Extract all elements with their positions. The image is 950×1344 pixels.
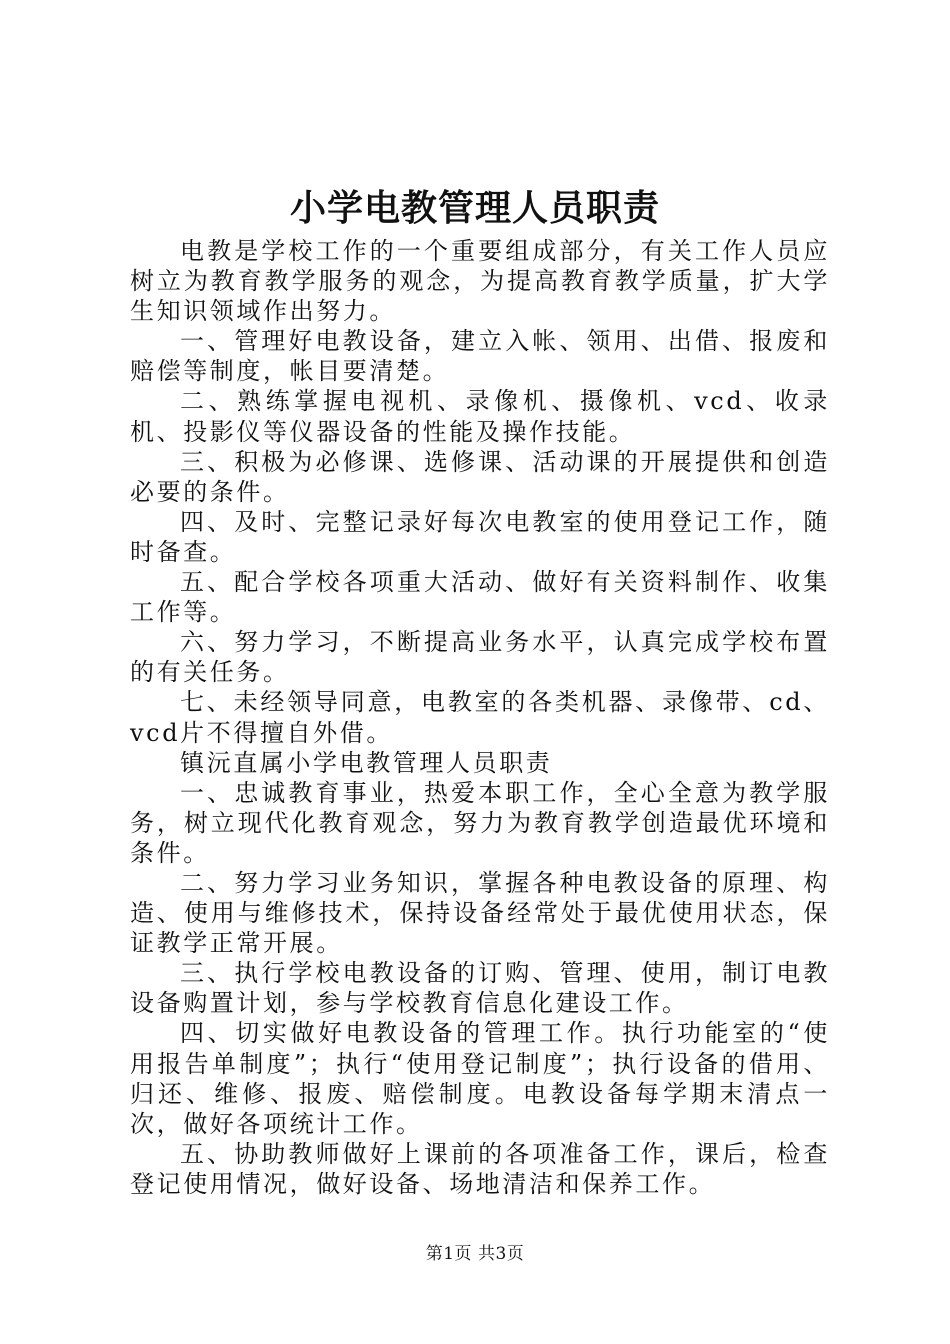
paragraph-intro: 电教是学校工作的一个重要组成部分，有关工作人员应树立为教育教学服务的观念，为提高教育教学质量，扩大学生知识领域作出努力。	[130, 237, 830, 326]
paragraph-section-item-5: 五、协助教师做好上课前的各项准备工作，课后，检查登记使用情况，做好设备、场地清洁和保养工作。	[130, 1139, 830, 1198]
paragraph-item-7: 七、未经领导同意，电教室的各类机器、录像带、cd、vcd片不得擅自外借。	[130, 688, 830, 747]
paragraph-item-4: 四、及时、完整记录好每次电教室的使用登记工作，随时备查。	[130, 507, 830, 566]
paragraph-section-item-1: 一、忠诚教育事业，热爱本职工作，全心全意为教学服务，树立现代化教育观念，努力为教育教学创造最优环境和条件。	[130, 778, 830, 867]
section-heading: 镇沅直属小学电教管理人员职责	[180, 748, 553, 777]
document-body	[130, 236, 830, 1199]
paragraph-item-3: 三、积极为必修课、选修课、活动课的开展提供和创造必要的条件。	[130, 447, 830, 506]
paragraph-section-item-2: 二、努力学习业务知识，掌握各种电教设备的原理、构造、使用与维修技术，保持设备经常处于最优使用状态，保证教学正常开展。	[130, 868, 830, 958]
paragraph-item-5: 五、配合学校各项重大活动、做好有关资料制作、收集工作等。	[130, 568, 830, 627]
page-footer: 第1页 共3页	[425, 1244, 525, 1264]
paragraph-section-item-3: 三、执行学校电教设备的订购、管理、使用，制订电教设备购置计划，参与学校教育信息化建设工作。	[130, 959, 830, 1018]
document-title: 小学电教管理人员职责	[289, 187, 660, 229]
paragraph-section-item-4: 四、切实做好电教设备的管理工作。执行功能室的“使用报告单制度”；执行“使用登记制度”；执行设备的借用、归还、维修、报废、赔偿制度。电教设备每学期末清点一次，做好各项统计工作。	[130, 1019, 830, 1138]
paragraph-item-6: 六、努力学习，不断提高业务水平，认真完成学校布置的有关任务。	[130, 628, 830, 687]
paragraph-item-1: 一、管理好电教设备，建立入帐、领用、出借、报废和赔偿等制度，帐目要清楚。	[130, 327, 830, 386]
paragraph-item-2: 二、熟练掌握电视机、录像机、摄像机、vcd、收录机、投影仪等仪器设备的性能及操作技能。	[130, 387, 830, 446]
